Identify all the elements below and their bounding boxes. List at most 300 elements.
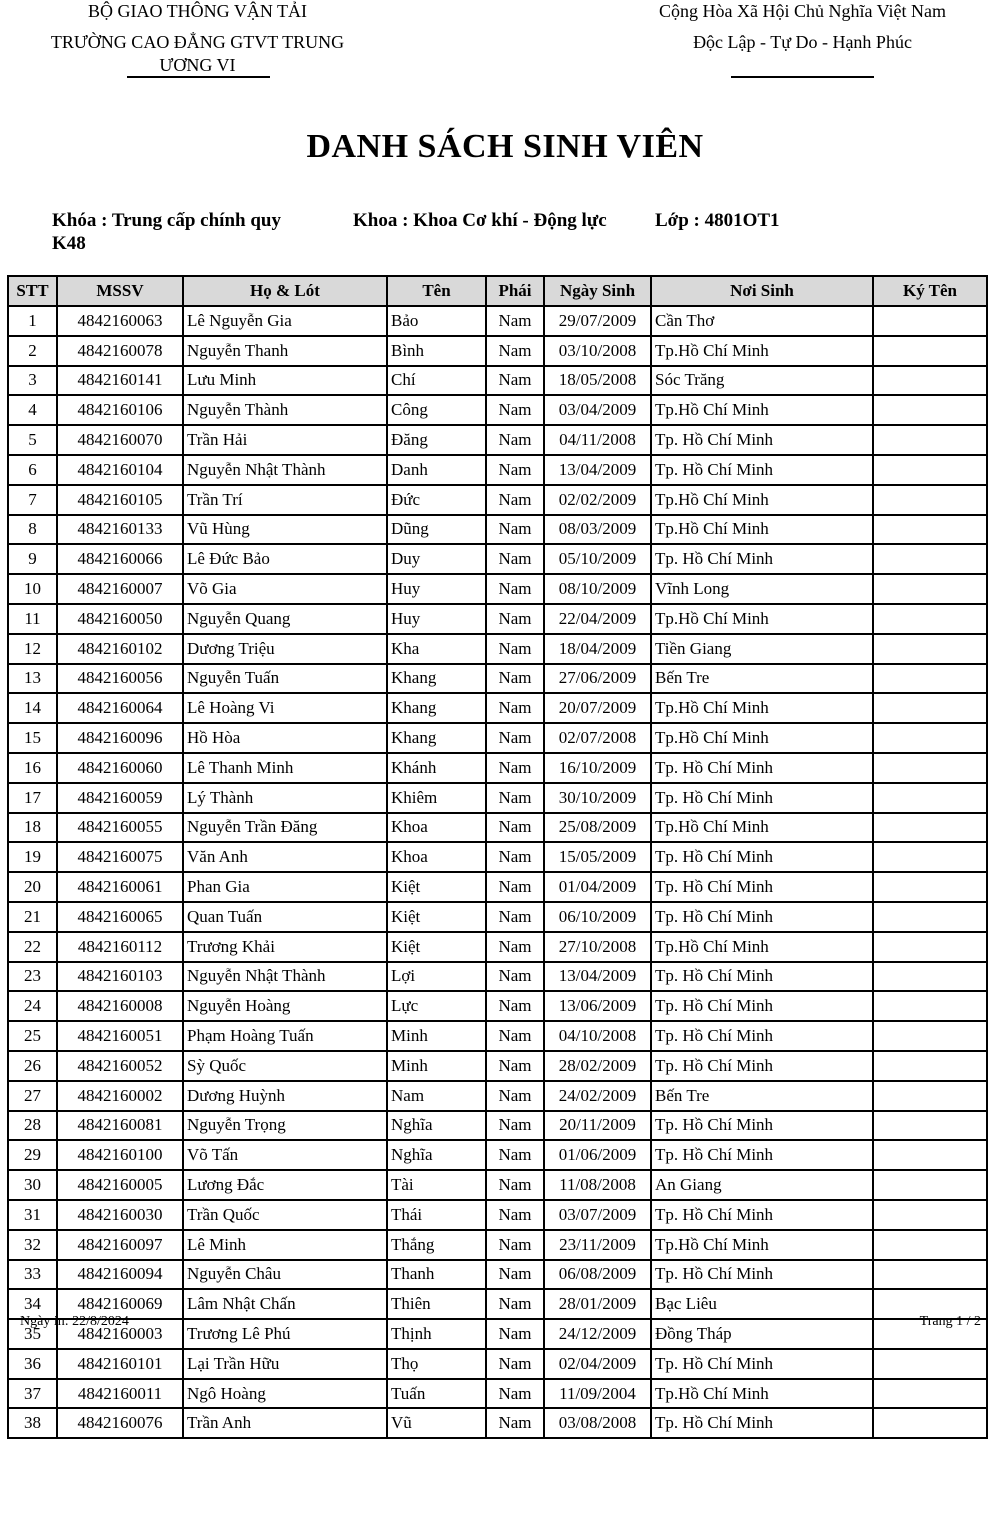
table-cell: 4842160059 [57, 783, 183, 813]
table-cell: Ngô Hoàng [183, 1379, 387, 1409]
table-cell: 4842160066 [57, 544, 183, 574]
signature-cell [873, 455, 987, 485]
table-cell: Trương Lê Phú [183, 1319, 387, 1349]
table-cell: Khang [387, 723, 486, 753]
table-cell: 03/10/2008 [544, 336, 651, 366]
table-cell: Nam [486, 1111, 544, 1141]
col-header-ten: Tên [387, 276, 486, 306]
table-cell: Khiêm [387, 783, 486, 813]
table-row [8, 693, 987, 723]
table-cell: 25 [8, 1021, 57, 1051]
table-cell: Tp. Hồ Chí Minh [651, 872, 873, 902]
table-cell: Nguyễn Nhật Thành [183, 962, 387, 992]
signature-cell [873, 306, 987, 336]
student-table [7, 275, 988, 1439]
signature-cell [873, 902, 987, 932]
table-cell: Nam [486, 395, 544, 425]
table-cell: Lê Minh [183, 1230, 387, 1260]
signature-cell [873, 1111, 987, 1141]
table-cell: Tp.Hồ Chí Minh [651, 693, 873, 723]
table-row [8, 1349, 987, 1379]
table-cell: 01/04/2009 [544, 872, 651, 902]
table-row [8, 1021, 987, 1051]
table-cell: Tp.Hồ Chí Minh [651, 485, 873, 515]
table-row [8, 902, 987, 932]
table-cell: 4842160097 [57, 1230, 183, 1260]
table-cell: 4842160094 [57, 1260, 183, 1290]
table-cell: 03/04/2009 [544, 395, 651, 425]
table-cell: Lý Thành [183, 783, 387, 813]
table-cell: 04/11/2008 [544, 425, 651, 455]
table-cell: Lưu Minh [183, 366, 387, 396]
table-cell: 4842160050 [57, 604, 183, 634]
table-cell: 15/05/2009 [544, 842, 651, 872]
table-cell: 4842160011 [57, 1379, 183, 1409]
table-cell: Tp. Hồ Chí Minh [651, 1408, 873, 1438]
table-cell: 29 [8, 1140, 57, 1170]
table-cell: Tp. Hồ Chí Minh [651, 425, 873, 455]
table-cell: 29/07/2009 [544, 306, 651, 336]
signature-cell [873, 574, 987, 604]
table-row [8, 813, 987, 843]
col-header-ky-ten: Ký Tên [873, 276, 987, 306]
signature-cell [873, 336, 987, 366]
table-cell: Phạm Hoàng Tuấn [183, 1021, 387, 1051]
table-cell: Tp. Hồ Chí Minh [651, 1140, 873, 1170]
col-header-mssv: MSSV [57, 276, 183, 306]
signature-cell [873, 932, 987, 962]
table-cell: Nguyễn Hoàng [183, 991, 387, 1021]
signature-cell [873, 753, 987, 783]
table-row [8, 395, 987, 425]
table-cell: 30/10/2009 [544, 783, 651, 813]
header-right [610, 0, 995, 54]
table-cell: 23/11/2009 [544, 1230, 651, 1260]
table-cell: 38 [8, 1408, 57, 1438]
table-cell: 4842160078 [57, 336, 183, 366]
table-cell: 4842160069 [57, 1289, 183, 1319]
table-cell: Tp. Hồ Chí Minh [651, 1200, 873, 1230]
table-cell: Nghĩa [387, 1140, 486, 1170]
table-cell: Nam [486, 425, 544, 455]
table-cell: Nam [486, 1081, 544, 1111]
table-cell: Duy [387, 544, 486, 574]
table-cell: 4842160133 [57, 515, 183, 545]
table-cell: 15 [8, 723, 57, 753]
table-cell: Đồng Tháp [651, 1319, 873, 1349]
table-cell: Đăng [387, 425, 486, 455]
table-cell: Thịnh [387, 1319, 486, 1349]
table-cell: 27 [8, 1081, 57, 1111]
table-cell: Nguyễn Quang [183, 604, 387, 634]
table-cell: Văn Anh [183, 842, 387, 872]
table-cell: Khoa [387, 813, 486, 843]
table-cell: 4842160061 [57, 872, 183, 902]
table-cell: 35 [8, 1319, 57, 1349]
table-cell: Nam [486, 1170, 544, 1200]
table-cell: Nam [486, 1230, 544, 1260]
school-name-line2: ƯƠNG VI [159, 55, 236, 75]
table-cell: Huy [387, 574, 486, 604]
table-cell: Phan Gia [183, 872, 387, 902]
national-motto: Độc Lập - Tự Do - Hạnh Phúc [693, 32, 912, 52]
table-cell: Tp. Hồ Chí Minh [651, 783, 873, 813]
table-cell: Võ Tấn [183, 1140, 387, 1170]
table-cell: 4842160008 [57, 991, 183, 1021]
table-cell: 03/07/2009 [544, 1200, 651, 1230]
republic-name: Cộng Hòa Xã Hội Chủ Nghĩa Việt Nam [658, 1, 947, 21]
table-cell: Lê Thanh Minh [183, 753, 387, 783]
table-row [8, 574, 987, 604]
table-cell: 26 [8, 1051, 57, 1081]
table-row [8, 634, 987, 664]
table-row [8, 783, 987, 813]
table-row [8, 1081, 987, 1111]
table-cell: 22 [8, 932, 57, 962]
signature-cell [873, 1408, 987, 1438]
table-cell: 4842160055 [57, 813, 183, 843]
table-cell: Nam [486, 455, 544, 485]
table-row [8, 1319, 987, 1349]
table-cell: 22/04/2009 [544, 604, 651, 634]
table-cell: 31 [8, 1200, 57, 1230]
table-cell: 4842160076 [57, 1408, 183, 1438]
table-row [8, 842, 987, 872]
course-info-cont: K48 [52, 233, 86, 254]
table-cell: Thái [387, 1200, 486, 1230]
table-cell: Nam [486, 753, 544, 783]
table-cell: 1 [8, 306, 57, 336]
table-cell: Nam [486, 902, 544, 932]
page-number: Trang 1 / 2 [919, 1314, 981, 1329]
table-cell: Nam [486, 664, 544, 694]
table-cell: 06/10/2009 [544, 902, 651, 932]
table-cell: 4842160007 [57, 574, 183, 604]
table-cell: Kha [387, 634, 486, 664]
table-cell: Tp.Hồ Chí Minh [651, 1230, 873, 1260]
table-row [8, 723, 987, 753]
table-cell: Kiệt [387, 872, 486, 902]
signature-cell [873, 1081, 987, 1111]
table-cell: 23 [8, 962, 57, 992]
table-cell: 02/02/2009 [544, 485, 651, 515]
table-cell: 4842160105 [57, 485, 183, 515]
table-cell: 4842160052 [57, 1051, 183, 1081]
table-cell: Nam [486, 485, 544, 515]
table-cell: 4842160103 [57, 962, 183, 992]
table-cell: Tp. Hồ Chí Minh [651, 842, 873, 872]
table-cell: 02/07/2008 [544, 723, 651, 753]
table-cell: Nam [486, 723, 544, 753]
table-cell: Nam [486, 872, 544, 902]
table-cell: 04/10/2008 [544, 1021, 651, 1051]
table-row [8, 306, 987, 336]
table-cell: 4842160005 [57, 1170, 183, 1200]
class-info: Lớp : 4801OT1 [655, 210, 780, 231]
table-cell: Nam [486, 306, 544, 336]
table-row [8, 1408, 987, 1438]
table-cell: Kiệt [387, 932, 486, 962]
table-cell: 24 [8, 991, 57, 1021]
table-row [8, 1111, 987, 1141]
table-cell: Nam [486, 336, 544, 366]
table-row [8, 1140, 987, 1170]
table-cell: Cần Thơ [651, 306, 873, 336]
table-row [8, 544, 987, 574]
table-cell: Đức [387, 485, 486, 515]
signature-cell [873, 1260, 987, 1290]
table-cell: Huy [387, 604, 486, 634]
header-left [30, 0, 365, 77]
signature-cell [873, 693, 987, 723]
table-cell: Nam [486, 574, 544, 604]
table-cell: 18/04/2009 [544, 634, 651, 664]
table-cell: Tp.Hồ Chí Minh [651, 813, 873, 843]
table-cell: 08/10/2009 [544, 574, 651, 604]
table-row [8, 1170, 987, 1200]
table-cell: Trần Trí [183, 485, 387, 515]
table-cell: Thọ [387, 1349, 486, 1379]
signature-cell [873, 395, 987, 425]
table-cell: 4842160030 [57, 1200, 183, 1230]
table-row [8, 664, 987, 694]
signature-cell [873, 962, 987, 992]
table-cell: Nam [486, 604, 544, 634]
table-cell: Lê Đức Bảo [183, 544, 387, 574]
table-row [8, 1230, 987, 1260]
table-cell: Nam [486, 1379, 544, 1409]
table-cell: 7 [8, 485, 57, 515]
table-cell: Trương Khải [183, 932, 387, 962]
table-cell: Tp.Hồ Chí Minh [651, 395, 873, 425]
table-cell: 9 [8, 544, 57, 574]
signature-cell [873, 842, 987, 872]
signature-cell [873, 485, 987, 515]
table-cell: Nguyễn Thanh [183, 336, 387, 366]
table-cell: 4842160051 [57, 1021, 183, 1051]
table-cell: Nam [486, 842, 544, 872]
table-cell: 28 [8, 1111, 57, 1141]
table-cell: Bến Tre [651, 1081, 873, 1111]
table-cell: Dương Huỳnh [183, 1081, 387, 1111]
table-cell: Tp. Hồ Chí Minh [651, 902, 873, 932]
col-header-ngay-sinh: Ngày Sinh [544, 276, 651, 306]
table-cell: 02/04/2009 [544, 1349, 651, 1379]
table-cell: Nam [486, 634, 544, 664]
table-row [8, 1260, 987, 1290]
table-cell: Nam [486, 991, 544, 1021]
table-cell: Hồ Hòa [183, 723, 387, 753]
table-cell: Tp. Hồ Chí Minh [651, 455, 873, 485]
table-header-row [8, 276, 987, 306]
table-cell: Tp.Hồ Chí Minh [651, 1379, 873, 1409]
table-cell: Tp. Hồ Chí Minh [651, 1051, 873, 1081]
table-cell: 11/08/2008 [544, 1170, 651, 1200]
table-cell: Chí [387, 366, 486, 396]
table-cell: 20/11/2009 [544, 1111, 651, 1141]
table-cell: Tài [387, 1170, 486, 1200]
signature-cell [873, 872, 987, 902]
table-cell: Quan Tuấn [183, 902, 387, 932]
signature-cell [873, 1140, 987, 1170]
faculty-info: Khoa : Khoa Cơ khí - Động lực [353, 210, 607, 231]
table-cell: Tp.Hồ Chí Minh [651, 515, 873, 545]
table-row [8, 1289, 987, 1319]
table-cell: 4842160070 [57, 425, 183, 455]
table-cell: 05/10/2009 [544, 544, 651, 574]
table-cell: Nguyễn Tuấn [183, 664, 387, 694]
table-cell: Minh [387, 1021, 486, 1051]
table-row [8, 991, 987, 1021]
table-cell: 03/08/2008 [544, 1408, 651, 1438]
table-cell: 37 [8, 1379, 57, 1409]
table-cell: Nam [486, 1021, 544, 1051]
print-date: Ngày in: 22/8/2024 [20, 1314, 129, 1329]
table-cell: 13/04/2009 [544, 962, 651, 992]
table-cell: 01/06/2009 [544, 1140, 651, 1170]
table-cell: 4842160063 [57, 306, 183, 336]
table-cell: An Giang [651, 1170, 873, 1200]
signature-cell [873, 1170, 987, 1200]
table-cell: 8 [8, 515, 57, 545]
signature-cell [873, 783, 987, 813]
table-cell: Lương Đắc [183, 1170, 387, 1200]
table-cell: Nghĩa [387, 1111, 486, 1141]
table-cell: Nguyễn Trọng [183, 1111, 387, 1141]
table-cell: 28/01/2009 [544, 1289, 651, 1319]
table-cell: Nam [486, 1319, 544, 1349]
table-row [8, 1379, 987, 1409]
table-cell: Sỳ Quốc [183, 1051, 387, 1081]
table-row [8, 872, 987, 902]
signature-cell [873, 544, 987, 574]
signature-cell [873, 1200, 987, 1230]
table-row [8, 1200, 987, 1230]
ministry-name: BỘ GIAO THÔNG VẬN TẢI [88, 1, 307, 21]
table-cell: 36 [8, 1349, 57, 1379]
table-row [8, 485, 987, 515]
table-cell: 4842160065 [57, 902, 183, 932]
signature-cell [873, 1349, 987, 1379]
table-row [8, 336, 987, 366]
signature-cell [873, 515, 987, 545]
table-cell: 4842160104 [57, 455, 183, 485]
table-cell: Tp.Hồ Chí Minh [651, 723, 873, 753]
table-cell: 4842160112 [57, 932, 183, 962]
table-cell: Nam [486, 544, 544, 574]
table-cell: 4842160100 [57, 1140, 183, 1170]
table-cell: Nam [486, 1140, 544, 1170]
table-cell: Khoa [387, 842, 486, 872]
course-info: Khóa : Trung cấp chính quy [52, 210, 281, 231]
table-cell: Trần Quốc [183, 1200, 387, 1230]
table-cell: Danh [387, 455, 486, 485]
table-cell: Bạc Liêu [651, 1289, 873, 1319]
header-right-rule [731, 76, 874, 78]
table-row [8, 425, 987, 455]
table-cell: 10 [8, 574, 57, 604]
table-cell: 4842160106 [57, 395, 183, 425]
table-cell: 24/02/2009 [544, 1081, 651, 1111]
table-cell: 5 [8, 425, 57, 455]
table-cell: Lê Hoàng Vi [183, 693, 387, 723]
table-cell: 4842160075 [57, 842, 183, 872]
table-cell: Vĩnh Long [651, 574, 873, 604]
table-cell: 18/05/2008 [544, 366, 651, 396]
table-cell: Nam [486, 962, 544, 992]
table-cell: Kiệt [387, 902, 486, 932]
table-cell: 11/09/2004 [544, 1379, 651, 1409]
table-row [8, 515, 987, 545]
document-title: DANH SÁCH SINH VIÊN [306, 128, 704, 165]
table-cell: Tp. Hồ Chí Minh [651, 991, 873, 1021]
table-cell: Minh [387, 1051, 486, 1081]
table-cell: 18 [8, 813, 57, 843]
table-cell: Sóc Trăng [651, 366, 873, 396]
table-cell: Vũ Hùng [183, 515, 387, 545]
table-cell: Tp.Hồ Chí Minh [651, 604, 873, 634]
signature-cell [873, 1021, 987, 1051]
table-cell: 4842160002 [57, 1081, 183, 1111]
table-cell: Thắng [387, 1230, 486, 1260]
table-cell: Lợi [387, 962, 486, 992]
table-cell: 3 [8, 366, 57, 396]
signature-cell [873, 813, 987, 843]
table-cell: 12 [8, 634, 57, 664]
table-cell: Bình [387, 336, 486, 366]
table-cell: 4842160102 [57, 634, 183, 664]
table-cell: 16/10/2009 [544, 753, 651, 783]
table-cell: 4842160064 [57, 693, 183, 723]
table-cell: 20 [8, 872, 57, 902]
table-cell: 06/08/2009 [544, 1260, 651, 1290]
table-row [8, 962, 987, 992]
table-cell: Nam [486, 813, 544, 843]
table-cell: Công [387, 395, 486, 425]
signature-cell [873, 425, 987, 455]
table-cell: 16 [8, 753, 57, 783]
table-row [8, 455, 987, 485]
table-cell: Nguyễn Thành [183, 395, 387, 425]
table-cell: 24/12/2009 [544, 1319, 651, 1349]
table-row [8, 366, 987, 396]
school-name-line1: TRƯỜNG CAO ĐẲNG GTVT TRUNG [50, 32, 345, 52]
table-cell: Lâm Nhật Chấn [183, 1289, 387, 1319]
table-cell: Nam [486, 783, 544, 813]
table-cell: Võ Gia [183, 574, 387, 604]
table-cell: Nam [486, 515, 544, 545]
table-cell: Nam [486, 1408, 544, 1438]
table-cell: Trần Anh [183, 1408, 387, 1438]
table-cell: Dương Triệu [183, 634, 387, 664]
table-cell: Tp. Hồ Chí Minh [651, 1111, 873, 1141]
table-cell: Nguyễn Nhật Thành [183, 455, 387, 485]
header-left-rule [127, 76, 270, 78]
signature-cell [873, 1379, 987, 1409]
table-cell: Nam [486, 693, 544, 723]
table-cell: Vũ [387, 1408, 486, 1438]
table-cell: 6 [8, 455, 57, 485]
signature-cell [873, 604, 987, 634]
signature-cell [873, 366, 987, 396]
table-cell: Tp. Hồ Chí Minh [651, 753, 873, 783]
table-cell: Nguyễn Trần Đăng [183, 813, 387, 843]
table-row [8, 932, 987, 962]
col-header-ho-lot: Họ & Lót [183, 276, 387, 306]
table-cell: 14 [8, 693, 57, 723]
table-cell: Khánh [387, 753, 486, 783]
table-cell: Tp. Hồ Chí Minh [651, 544, 873, 574]
